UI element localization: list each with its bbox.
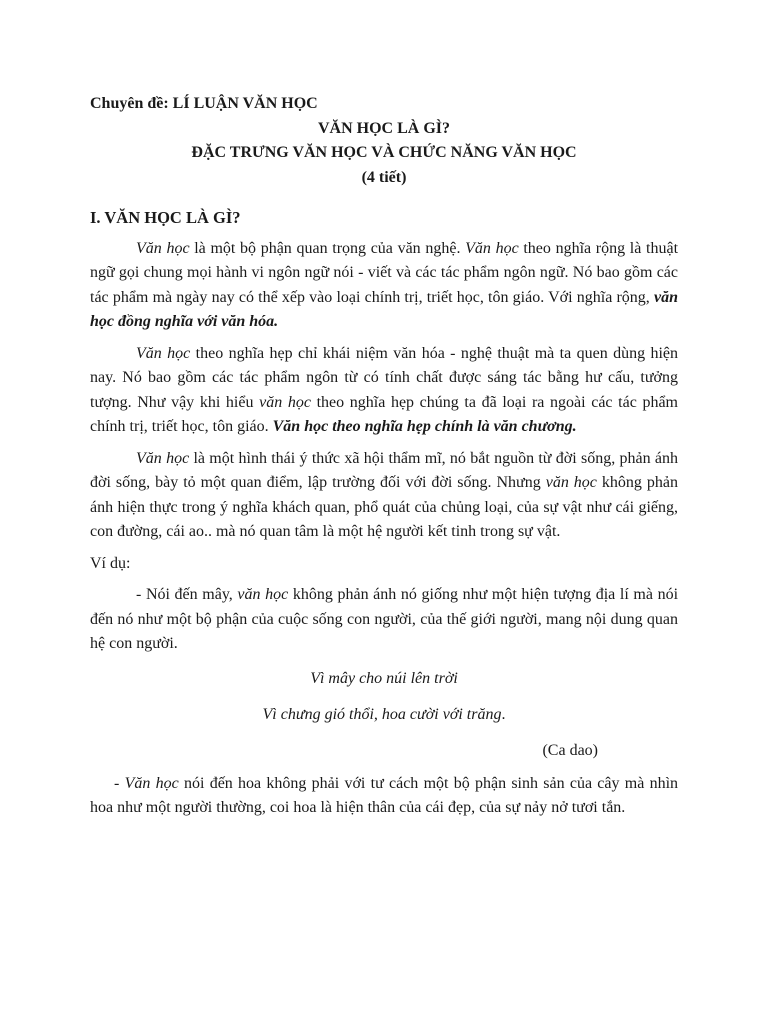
poem-line-2-period: . <box>501 705 506 723</box>
paragraph-3 <box>90 447 678 545</box>
document-page <box>90 92 678 828</box>
strong-emphasis: văn học đồng nghĩa với văn hóa. <box>90 288 678 330</box>
emphasis: Văn học <box>136 449 190 467</box>
poem-line-1: Vì mây cho núi lên trời <box>310 669 458 687</box>
text-run: là một hình thái ý thức xã hội thẩm mĩ, nó bắt nguồn từ đời sống, phản ánh đời sống, bày tỏ một quan điểm, lập trường đối với đời sống. Nhưng <box>90 449 678 491</box>
text-run: - Nói đến mây, <box>136 586 238 603</box>
emphasis: Văn học <box>136 344 191 362</box>
title-line-3: (4 tiết) <box>361 168 407 186</box>
emphasis: Văn học <box>136 239 190 257</box>
example-label: Ví dụ: <box>90 554 131 572</box>
paragraph-5 <box>90 772 678 821</box>
title-line-1: VĂN HỌC LÀ GÌ? <box>317 119 450 137</box>
text-run: không phản ánh hiện thực trong ý nghĩa khách quan, phổ quát của chủng loại, của sự vật như cái giếng, con đường, cái ao.. mà nó quan tâm là một hệ người kết tinh trong sự vật. <box>90 474 679 540</box>
text-run: theo nghĩa hẹp chúng ta đã loại ra ngoài các tác phẩm chính trị, triết học, tôn giáo. <box>90 393 678 435</box>
emphasis: Văn học <box>465 239 519 257</box>
text-run: không phản ánh nó giống như một hiện tượng địa lí mà nói đến nó như một bộ phận của cuộc sống con người, của thế giới người, mang nội dung quan hệ con người. <box>90 586 679 652</box>
text-run: nói đến hoa không phải với tư cách một bộ phận sinh sản của cây mà nhìn hoa như một người thường, coi hoa là hiện thân của cái đẹp, của sự nảy nở tươi tắn. <box>90 774 679 816</box>
emphasis: văn học <box>237 586 289 603</box>
text-run: theo nghĩa hẹp chỉ khái niệm văn hóa - nghệ thuật mà ta quen dùng hiện nay. Nó bao gồm các tác phẩm ngôn từ có tính chất được sáng tác bằng hư cấu, tưởng tượng. Như vậy khi hiểu <box>90 344 679 411</box>
title-line-2: ĐẶC TRƯNG VĂN HỌC VÀ CHỨC NĂNG VĂN HỌC <box>191 144 577 161</box>
emphasis: Văn học <box>124 774 179 792</box>
strong-emphasis: Văn học theo nghĩa hẹp chính là văn chương. <box>272 418 577 435</box>
text-run: là một bộ phận quan trọng của văn nghệ. <box>189 239 466 257</box>
poem-line-2 <box>90 700 678 730</box>
topic-line <box>90 92 678 117</box>
text-run: theo nghĩa rộng là thuật ngữ gọi chung mọi hành vi ngôn ngữ nói - viết và các tác phẩm ngôn ngữ. Nó bao gồm các tác phẩm mà ngày nay có thể xếp vào loại chính trị, triết học, tôn giáo. Với nghĩa rộng, <box>90 239 679 306</box>
paragraph-2 <box>90 342 678 440</box>
paragraph-1 <box>90 237 678 335</box>
emphasis: văn học <box>259 393 311 411</box>
paragraph-4 <box>90 583 678 657</box>
text-run: - <box>114 774 125 792</box>
emphasis: văn học <box>545 474 597 491</box>
topic-text: Chuyên đề: LÍ LUẬN VĂN HỌC <box>90 95 318 112</box>
poem-source: (Ca dao) <box>542 741 598 759</box>
poem-line-2-text: Vì chưng gió thổi, hoa cười với trăng <box>262 705 502 723</box>
section-heading: I. VĂN HỌC LÀ GÌ? <box>90 208 241 227</box>
